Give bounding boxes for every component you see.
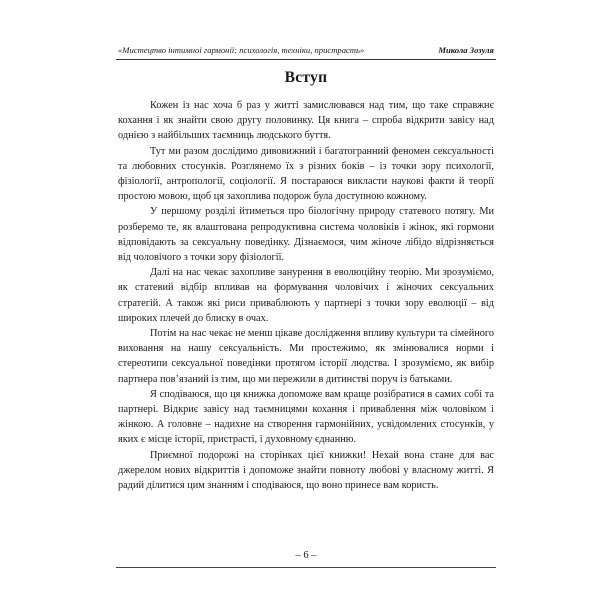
- page-number: – 6 –: [295, 550, 317, 561]
- paragraph: Кожен із нас хоча б раз у житті замислювався над тим, що таке справжнє кохання і як знайти свою другу половинку. Ця книга – спроба відкрити завісу над однією з найбільших таємниць людського буття.: [118, 100, 494, 142]
- body-text: [118, 98, 494, 493]
- running-header: [118, 44, 494, 60]
- paragraph: Потім на нас чекає не менш цікаве дослідження впливу культури та сімейного виховання на нашу сексуальність. Ми простежимо, як змінювалися норми і стереотипи сексуальної поведінки протягом історії людства. І зрозуміємо, як вибір партнера пов’язаний із тим, що ми пережили в дитинстві поруч із батьками.: [118, 328, 494, 385]
- paragraph: Тут ми разом дослідимо дивовижний і багатогранний феномен сексуальності та любовних стосунків. Розглянемо їх з різних боків – із точки зору психології, фізіології, антропології, соціології. Я постараюся викласти наукові факти й теорії простою мовою, щоб ця захоплива подорож була доступною кожному.: [118, 145, 494, 203]
- running-header-author: Микола Зозуля: [438, 45, 494, 55]
- chapter-title: Вступ: [284, 69, 328, 86]
- paragraph: Я сподіваюся, що ця книжка допоможе вам краще розібратися в самих собі та партнері. Відкриє завісу над таємницями кохання і приваблення між чоловіком і жінкою. А головне – надихне на створення гармонійних, усвідомлених стосунків, у яких є місце історії, пристрасті, і духовному єднанню.: [118, 388, 494, 446]
- paragraph: У першому розділі йтиметься про біологічну природу статевого потягу. Ми розберемо те, як влаштована репродуктивна система чоловіків і жінок, які гормони відповідають за сексуальну поведінку. Дізнаємося, чим жіноче лібідо відрізняється від чоловічого з точки зору фізіології.: [118, 206, 494, 264]
- footer-rule: [116, 567, 496, 568]
- paragraph: Приємної подорожі на сторінках цієї книжки! Нехай вона стане для вас джерелом нових відкриттів і допоможе знайти повноту любові у власному житті. Я радий ділитися цим знанням і сподіваюся, що воно принесе вам користь.: [118, 449, 494, 492]
- running-header-title: «Мистецтво інтимної гармонії: психологія, техніки, пристрасть»: [118, 45, 365, 55]
- header-rule: [116, 59, 496, 60]
- paragraph: Далі на нас чекає захопливе занурення в еволюційну теорію. Ми зрозуміємо, як статевий відбір впливав на формування чоловічих і жіночих сексуальних стратегій. А також які риси приваблюють у партнері з точки зору еволюції – від широких плечей до блиску в очах.: [118, 267, 494, 324]
